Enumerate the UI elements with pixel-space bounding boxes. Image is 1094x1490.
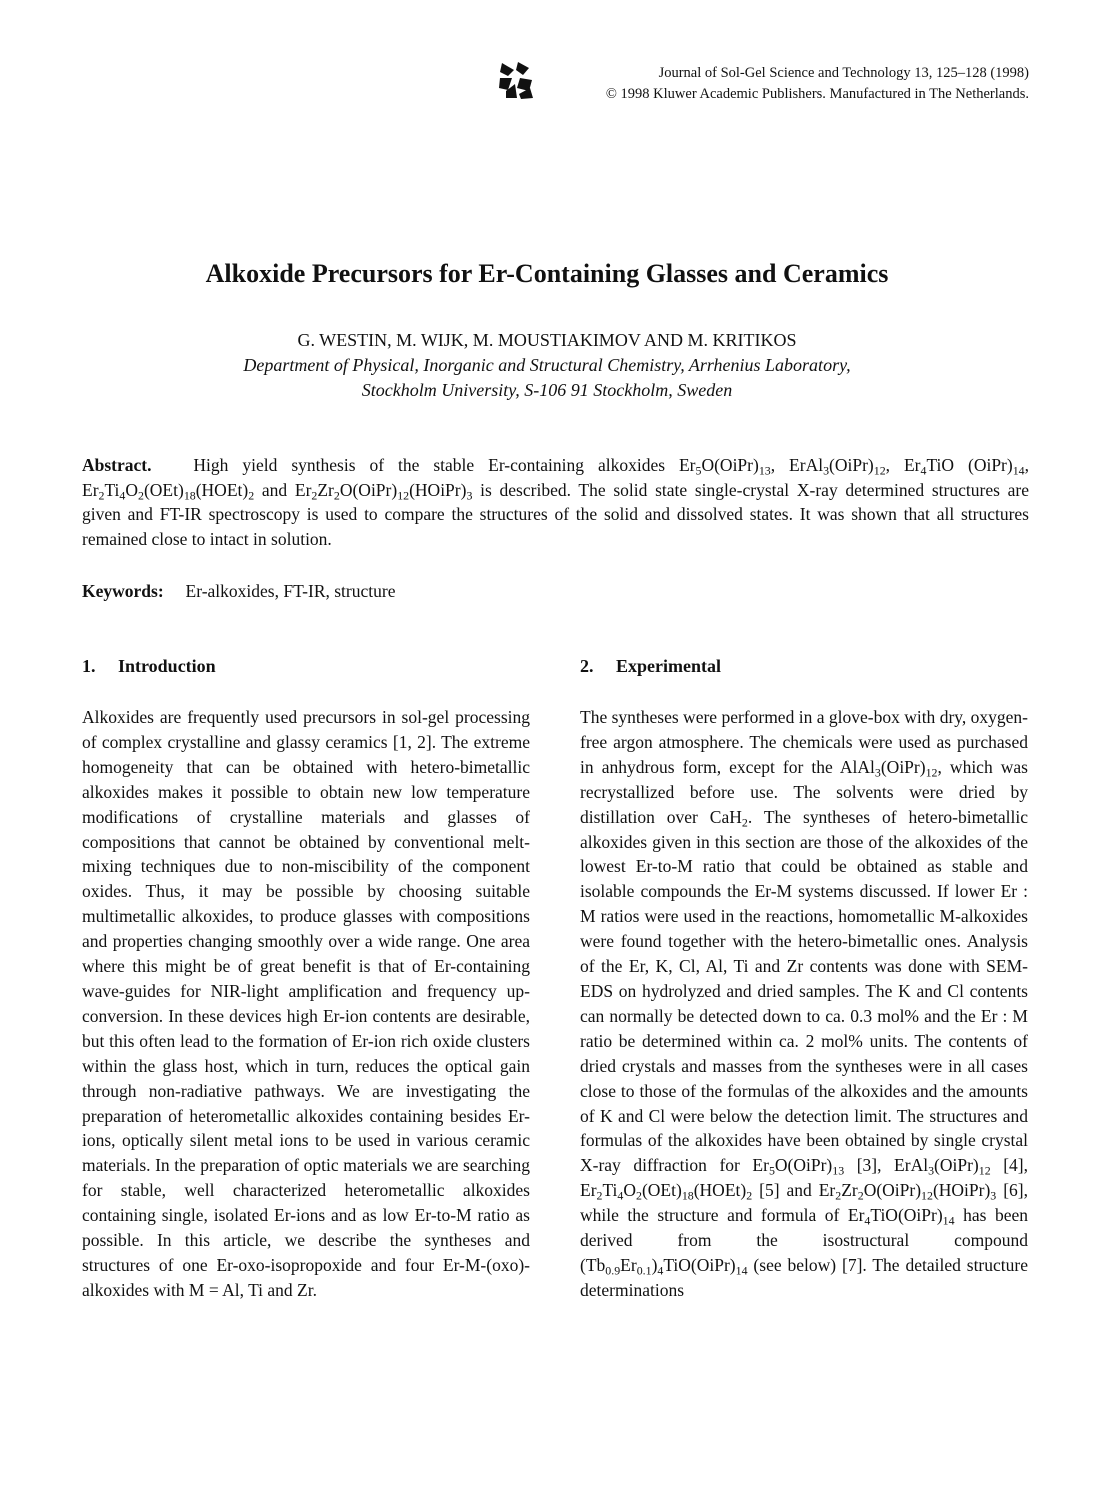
introduction-number: 1.: [82, 656, 96, 676]
abstract-subscript-7: 12: [873, 463, 886, 478]
experimental-subscript-5: 2: [741, 814, 748, 829]
author-affiliation: [0, 353, 1094, 403]
experimental-subscript-37: 0.9: [605, 1263, 621, 1278]
experimental-text-8: O(OiPr): [774, 1155, 833, 1176]
abstract-subscript-19: 18: [183, 487, 196, 502]
abstract-text-4: , ErAl: [770, 455, 824, 475]
abstract-text-12: , Er: [82, 455, 1029, 500]
keywords-spacing: [168, 581, 181, 601]
abstract-subscript-17: 2: [138, 487, 144, 502]
journal-header: [498, 58, 1029, 106]
experimental-text-36: has been derived from the isostructural compound (Tb: [580, 1205, 1028, 1275]
experimental-text-28: O(OiPr): [863, 1180, 922, 1201]
abstract-subscript-1: 5: [695, 463, 702, 478]
experimental-subscript-43: 14: [735, 1263, 748, 1278]
abstract-subscript-15: 4: [119, 487, 126, 502]
experimental-subscript-7: 5: [768, 1163, 775, 1178]
abstract-subscript-23: 2: [311, 487, 318, 502]
experimental-subscript-35: 14: [942, 1213, 955, 1228]
paper-authors: G. WESTIN, M. WIJK, M. MOUSTIAKIMOV AND M. KRITIKOS: [297, 330, 797, 350]
experimental-subscript-3: 12: [925, 765, 938, 780]
experimental-title: Experimental: [616, 656, 721, 676]
experimental-text-42: TiO(OiPr): [663, 1254, 736, 1275]
experimental-text-40: ): [651, 1254, 658, 1275]
experimental-subscript-13: 12: [978, 1163, 991, 1178]
affiliation-line-2: Stockholm University, S-106 91 Stockholm, Sweden: [361, 380, 733, 400]
experimental-subscript-17: 4: [617, 1188, 624, 1203]
abstract-text-24: Zr: [317, 479, 334, 500]
abstract-label: Abstract.: [82, 455, 152, 475]
experimental-text-34: TiO(OiPr): [870, 1205, 943, 1226]
journal-line-copyright: © 1998 Kluwer Academic Publishers. Manufactured in The Netherlands.: [605, 86, 1029, 102]
abstract-text-28: (HOiPr): [409, 479, 467, 500]
experimental-text-38: Er: [620, 1254, 637, 1275]
introduction-column: [82, 705, 530, 1303]
experimental-paragraph: [580, 705, 1028, 1303]
affiliation-line-1: Department of Physical, Inorganic and Structural Chemistry, Arrhenius Laboratory,: [243, 355, 851, 375]
abstract-subscript-5: 3: [823, 463, 830, 478]
experimental-text-0: The syntheses were performed in a glove-box with dry, oxygen-free argon atmosphere. The chemicals were used as purchased in anhydrous form, except for the AlAl: [580, 707, 1028, 777]
abstract-subscript-13: 2: [98, 487, 105, 502]
abstract-subscript-29: 3: [466, 487, 473, 502]
experimental-column: [580, 705, 1028, 1303]
abstract-text-0: High yield synthesis of the stable Er-containing alkoxides Er: [193, 455, 696, 475]
experimental-subscript-11: 3: [928, 1163, 935, 1178]
journal-line-citation: Journal of Sol-Gel Science and Technology 13, 125–128 (1998): [658, 65, 1029, 81]
experimental-text-14: [4], Er: [580, 1155, 1028, 1201]
keywords-label: Keywords:: [82, 581, 164, 601]
experimental-text-6: . The syntheses of hetero-bimetallic alkoxides given in this section are those of the alkoxides of the lowest Er-to-M ratio that could be obtained as stable and isolable compounds the Er-M systems discussed. If lower Er : M ratios were used in the reactions, homometallic M-alkoxides were found together with the hetero-bimetallic ones. Analysis of the Er, K, Cl, Al, Ti and Zr contents was done with SEM-EDS on hydrolyzed and dried samples. The K and Cl contents can normally be detected down to ca. 0.3 mol% and the Er : M ratio be determined within ca. 2 mol% units. The contents of dried crystals and masses from the syntheses were in all cases close to those of the formulas of the alkoxides and the amounts of K and Cl were below the detection limit. The structures and formulas of the alkoxides have been obtained by single crystal X-ray diffraction for Er: [580, 806, 1028, 1176]
experimental-subscript-39: 0.1: [636, 1263, 652, 1278]
experimental-text-24: [5] and Er: [752, 1180, 836, 1201]
experimental-subscript-21: 18: [681, 1188, 694, 1203]
experimental-text-16: Ti: [602, 1180, 618, 1201]
abstract-subscript-27: 12: [397, 487, 410, 502]
experimental-number: 2.: [580, 656, 594, 676]
experimental-subscript-33: 4: [864, 1213, 871, 1228]
experimental-text-30: (HOiPr): [932, 1180, 991, 1201]
abstract-text-22: and Er: [254, 479, 312, 500]
experimental-subscript-29: 12: [921, 1188, 933, 1203]
introduction-title: Introduction: [118, 656, 216, 676]
abstract-subscript-9: 4: [920, 463, 927, 478]
abstract-text-30: is described. The solid state single-crystal X-ray determined structures are given and FT-IR spectroscopy is used to compare the structures of the solid and dissolved states. It was shown that all structures remained close to intact in solution.: [82, 479, 1029, 549]
abstract-text-26: O(OiPr): [339, 479, 398, 500]
experimental-text-22: (HOEt): [693, 1180, 747, 1201]
experimental-text-18: O: [623, 1180, 637, 1201]
abstract-text-leadspace: [165, 455, 193, 475]
introduction-heading: [82, 654, 216, 678]
journal-citation: [539, 63, 1029, 105]
abstract-text-8: , Er: [885, 455, 921, 475]
experimental-text-2: (OiPr): [880, 756, 926, 777]
abstract-subscript-11: 14: [1012, 463, 1025, 478]
experimental-text-10: [3], ErAl: [844, 1155, 929, 1176]
kluwer-publisher-logo-icon: [498, 60, 534, 100]
abstract-subscript-25: 2: [333, 487, 340, 502]
abstract-text-20: (HOEt): [195, 479, 249, 500]
experimental-subscript-27: 2: [857, 1188, 864, 1203]
introduction-paragraph: Alkoxides are frequently used precursors in sol-gel processing of complex crystalline and glassy ceramics [1, 2]. The extreme homogeneity that can be obtained with hetero-bimetallic alkoxides makes it possible to obtain new low temperature modifications of crystalline materials and glasses of compositions that cannot be obtained by conventional melt-mixing techniques due to non-miscibility of the component oxides. Thus, it may be possible by choosing suitable multimetallic alkoxides, to produce glasses with compositions and properties changing smoothly over a wide range. One area where this might be of great benefit is that of Er-containing wave-guides for NIR-light amplification and frequency up-conversion. In these devices high Er-ion contents are desirable, but this often lead to the formation of Er-ion rich oxide clusters within the glass host, which in turn, reduces the optical gain through non-radiative pathways. We are investigating the preparation of heterometallic alkoxides containing besides Er-ions, optically silent metal ions to be used in various ceramic materials. In the preparation of optic materials we are searching for stable, well characterized heterometallic alkoxides containing single, isolated Er-ions and as low Er-to-M ratio as possible. In this article, we describe the syntheses and structures of one Er-oxo-isopropoxide and four Er-M-(oxo)-alkoxides with M = Al, Ti and Zr.: [82, 707, 530, 1300]
experimental-text-4: , which was recrystallized before use. The solvents were dried by distillation over CaH: [580, 756, 1028, 827]
abstract-subscript-21: 2: [248, 487, 255, 502]
abstract-text-2: O(OiPr): [701, 455, 759, 475]
experimental-subscript-9: 13: [832, 1163, 845, 1178]
experimental-subscript-19: 2: [636, 1188, 642, 1203]
experimental-text-32: [6], while the structure and formula of Er: [580, 1180, 1028, 1226]
experimental-subscript-25: 2: [835, 1188, 842, 1203]
abstract: [82, 453, 1029, 551]
keywords: [82, 579, 1029, 603]
abstract-text-16: O: [125, 479, 139, 500]
abstract-text-6: (OiPr): [829, 455, 874, 475]
experimental-subscript-41: 4: [657, 1263, 664, 1278]
experimental-subscript-1: 3: [874, 765, 881, 780]
experimental-text-26: Zr: [841, 1180, 858, 1201]
paper-title: Alkoxide Precursors for Er-Containing Glasses and Ceramics: [205, 259, 889, 288]
experimental-text-20: (OEt): [641, 1180, 682, 1201]
experimental-subscript-31: 3: [990, 1188, 997, 1203]
experimental-heading: [580, 654, 721, 678]
keywords-text: Er-alkoxides, FT-IR, structure: [185, 581, 396, 601]
abstract-subscript-3: 13: [758, 463, 771, 478]
abstract-text-10: TiO (OiPr): [926, 455, 1013, 475]
experimental-text-44: (see below) [7]. The detailed structure determinations: [580, 1254, 1028, 1300]
experimental-subscript-23: 2: [746, 1188, 753, 1203]
experimental-text-12: (OiPr): [934, 1155, 979, 1176]
abstract-text-18: (OEt): [143, 479, 184, 500]
experimental-subscript-15: 2: [596, 1188, 603, 1203]
abstract-text-14: Ti: [104, 479, 120, 500]
